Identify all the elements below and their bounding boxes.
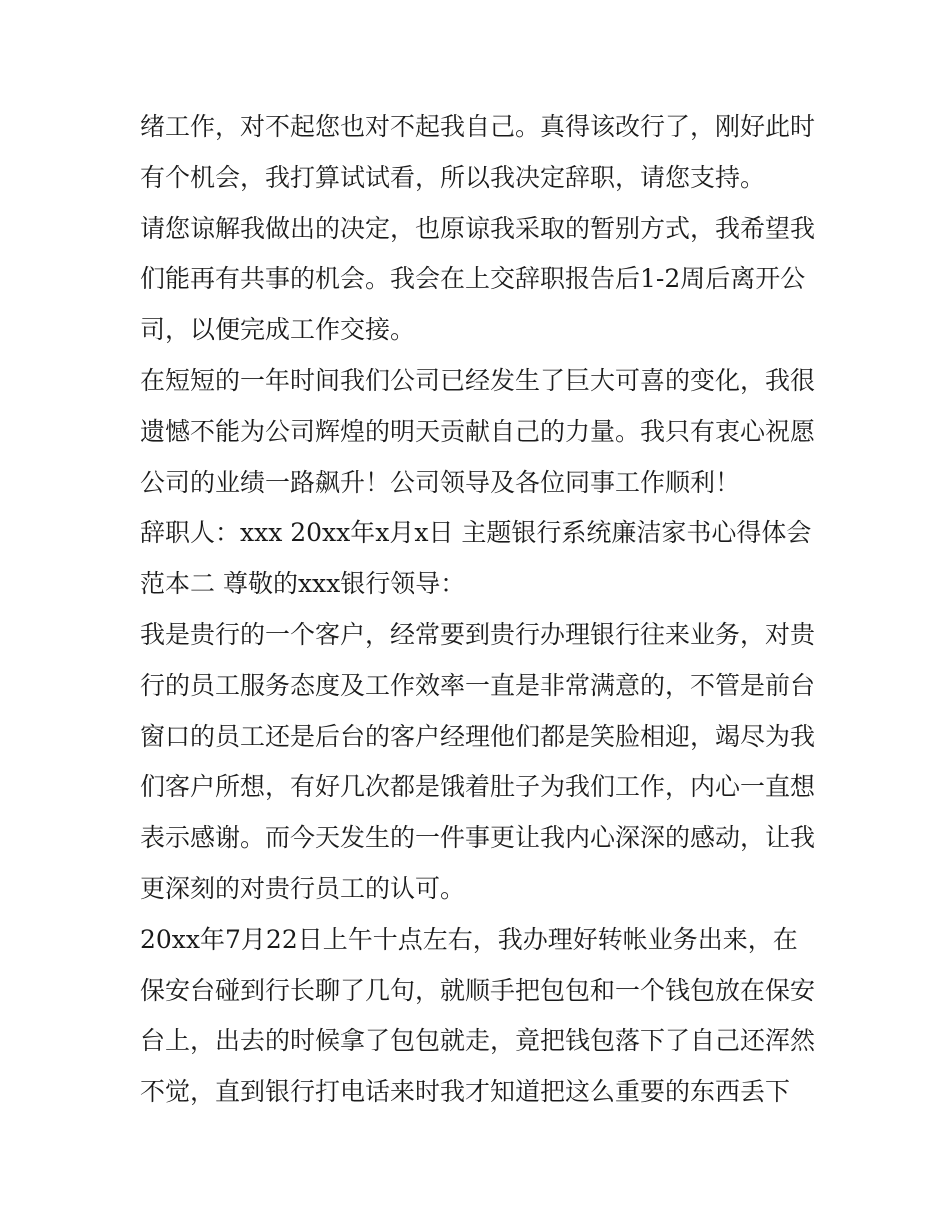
text-line: 辞职人：xxx 20xx年x月x日 主题银行系统廉洁家书心得体会: [140, 518, 812, 548]
text-line: 有个机会，我打算试试看，所以我决定辞职，请您支持。: [140, 162, 766, 192]
text-line: 20xx年7月22日上午十点左右，我办理好转帐业务出来，在: [140, 924, 798, 954]
text-line: 窗口的员工还是后台的客户经理他们都是笑脸相迎，竭尽为我: [140, 721, 816, 751]
text-line: 行的员工服务态度及工作效率一直是非常满意的，不管是前台: [140, 670, 816, 700]
text-line: 表示感谢。而今天发生的一件事更让我内心深深的感动，让我: [140, 823, 816, 853]
text-line: 绪工作，对不起您也对不起我自己。真得该改行了，刚好此时: [140, 112, 816, 141]
text-line: 司，以便完成工作交接。: [140, 315, 416, 345]
text-line: 在短短的一年时间我们公司已经发生了巨大可喜的变化，我很: [140, 365, 816, 395]
text-line: 公司的业绩一路飙升！公司领导及各位同事工作顺利！: [140, 467, 741, 497]
text-line: 们客户所想，有好几次都是饿着肚子为我们工作，内心一直想: [140, 772, 816, 802]
text-line: 遗憾不能为公司辉煌的明天贡献自己的力量。我只有衷心祝愿: [140, 416, 816, 446]
text-line: 不觉，直到银行打电话来时我才知道把这么重要的东西丢下: [140, 1077, 791, 1107]
text-line: 请您谅解我做出的决定，也原谅我采取的暂别方式，我希望我: [140, 213, 816, 243]
text-line: 更深刻的对贵行员工的认可。: [140, 873, 466, 903]
text-line: 我是贵行的一个客户，经常要到贵行办理银行往来业务，对贵: [140, 619, 816, 649]
text-line: 保安台碰到行长聊了几句，就顺手把包包和一个钱包放在保安: [140, 975, 816, 1005]
text-line: 台上，出去的时候拿了包包就走，竟把钱包落下了自己还浑然: [140, 1026, 816, 1056]
text-line: 范本二 尊敬的xxx银行领导：: [140, 569, 466, 599]
text-line: 们能再有共事的机会。我会在上交辞职报告后1-2周后离开公: [140, 264, 806, 294]
document-body: [140, 102, 820, 1118]
